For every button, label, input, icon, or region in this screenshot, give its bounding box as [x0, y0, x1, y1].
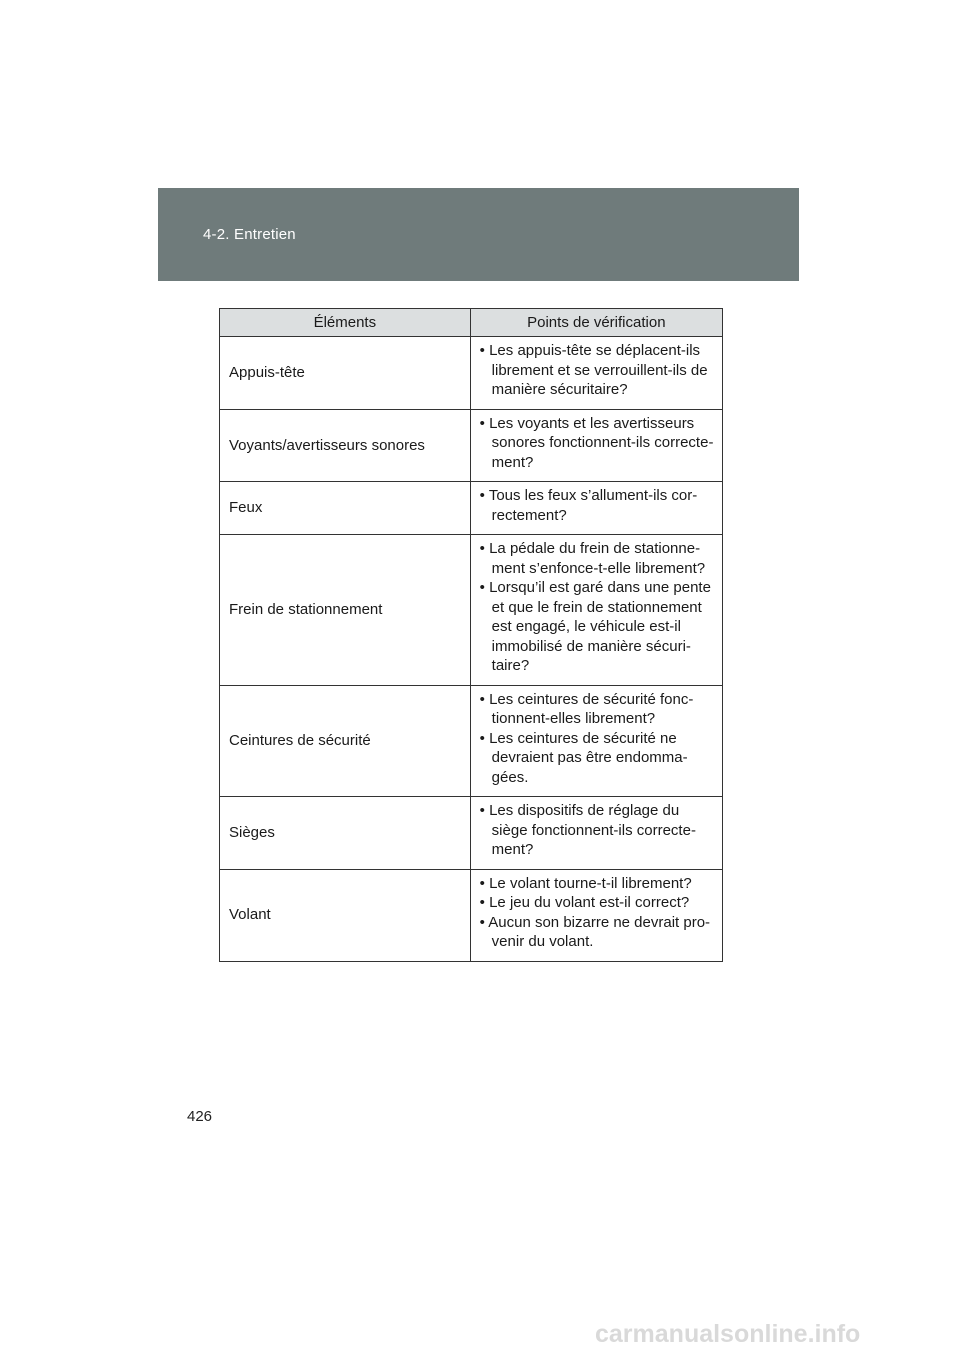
item-cell: Ceintures de sécurité — [220, 685, 471, 797]
check-text: Les ceintures de sécurité fonc-tionnent-elles librement? — [489, 690, 694, 727]
table-row — [220, 869, 723, 961]
check-point: • Le volant tourne-t-il librement? — [479, 874, 692, 892]
check-point: • Les ceintures de sécurité fonc-tionnent-elles librement? — [479, 690, 694, 727]
watermark: carmanualsonline.info — [595, 1320, 861, 1348]
table-row — [220, 535, 723, 686]
section-title: 4-2. Entretien — [203, 226, 296, 243]
check-text: Aucun son bizarre ne devrait pro-venir du volant. — [488, 913, 711, 950]
item-cell: Sièges — [220, 797, 471, 870]
check-point: • La pédale du frein de stationne-ment s’enfonce-t-elle librement? — [479, 540, 706, 577]
page-number: 426 — [187, 1108, 213, 1125]
check-cell — [470, 482, 722, 535]
table-row — [220, 685, 723, 797]
check-text: Tous les feux s’allument-ils cor-rectement? — [488, 487, 698, 524]
check-text: Le jeu du volant est-il correct? — [489, 894, 690, 911]
check-cell — [470, 337, 722, 410]
table-row — [220, 797, 723, 870]
column-header-items: Éléments — [220, 309, 471, 337]
check-point: • Les appuis-tête se déplacent-ils librement et se verrouillent-ils de manière sécuritaire? — [479, 342, 708, 398]
check-text: La pédale du frein de stationne-ment s’enfonce-t-elle librement? — [489, 540, 706, 577]
check-cell — [470, 685, 722, 797]
check-text: Le volant tourne-t-il librement? — [489, 874, 692, 892]
item-cell: Appuis-tête — [220, 337, 471, 410]
item-cell: Frein de stationnement — [220, 535, 471, 686]
check-text: Lorsqu’il est garé dans une pente et que le frein de stationnement est engagé, le véhicule est-il immobilisé de manière sécuri-taire? — [489, 579, 711, 674]
check-text: Les voyants et les avertisseurs sonores fonctionnent-ils correcte-ment? — [489, 414, 714, 471]
check-text: Les appuis-tête se déplacent-ils librement et se verrouillent-ils de manière sécuritaire? — [489, 342, 708, 398]
check-text: Les ceintures de sécurité ne devraient pas être endomma-gées. — [489, 729, 688, 786]
check-point: • Le jeu du volant est-il correct? — [479, 894, 690, 911]
table-row — [220, 409, 723, 482]
item-cell: Volant — [220, 869, 471, 961]
check-text: Les dispositifs de réglage du siège fonctionnent-ils correcte-ment? — [489, 802, 696, 858]
check-point: • Aucun son bizarre ne devrait pro-venir du volant. — [479, 913, 711, 950]
check-point: • Les dispositifs de réglage du siège fonctionnent-ils correcte-ment? — [479, 802, 696, 858]
check-point: • Lorsqu’il est garé dans une pente et que le frein de stationnement est engagé, le véhicule est-il immobilisé de manière sécuri-taire? — [479, 579, 711, 674]
table-row — [220, 337, 723, 410]
chapter-header-band — [158, 188, 799, 281]
check-cell — [470, 869, 722, 961]
item-cell: Voyants/avertisseurs sonores — [220, 409, 471, 482]
table-row — [220, 482, 723, 535]
inspection-table — [219, 308, 723, 962]
check-cell — [470, 797, 722, 870]
check-point: • Les ceintures de sécurité ne devraient pas être endomma-gées. — [479, 729, 688, 786]
check-cell — [470, 409, 722, 482]
column-header-checks: Points de vérification — [470, 309, 722, 337]
check-point: • Les voyants et les avertisseurs sonores fonctionnent-ils correcte-ment? — [479, 414, 714, 471]
item-cell: Feux — [220, 482, 471, 535]
check-point: • Tous les feux s’allument-ils cor-rectement? — [479, 487, 698, 524]
check-cell — [470, 535, 722, 686]
table-header-row — [220, 309, 723, 337]
